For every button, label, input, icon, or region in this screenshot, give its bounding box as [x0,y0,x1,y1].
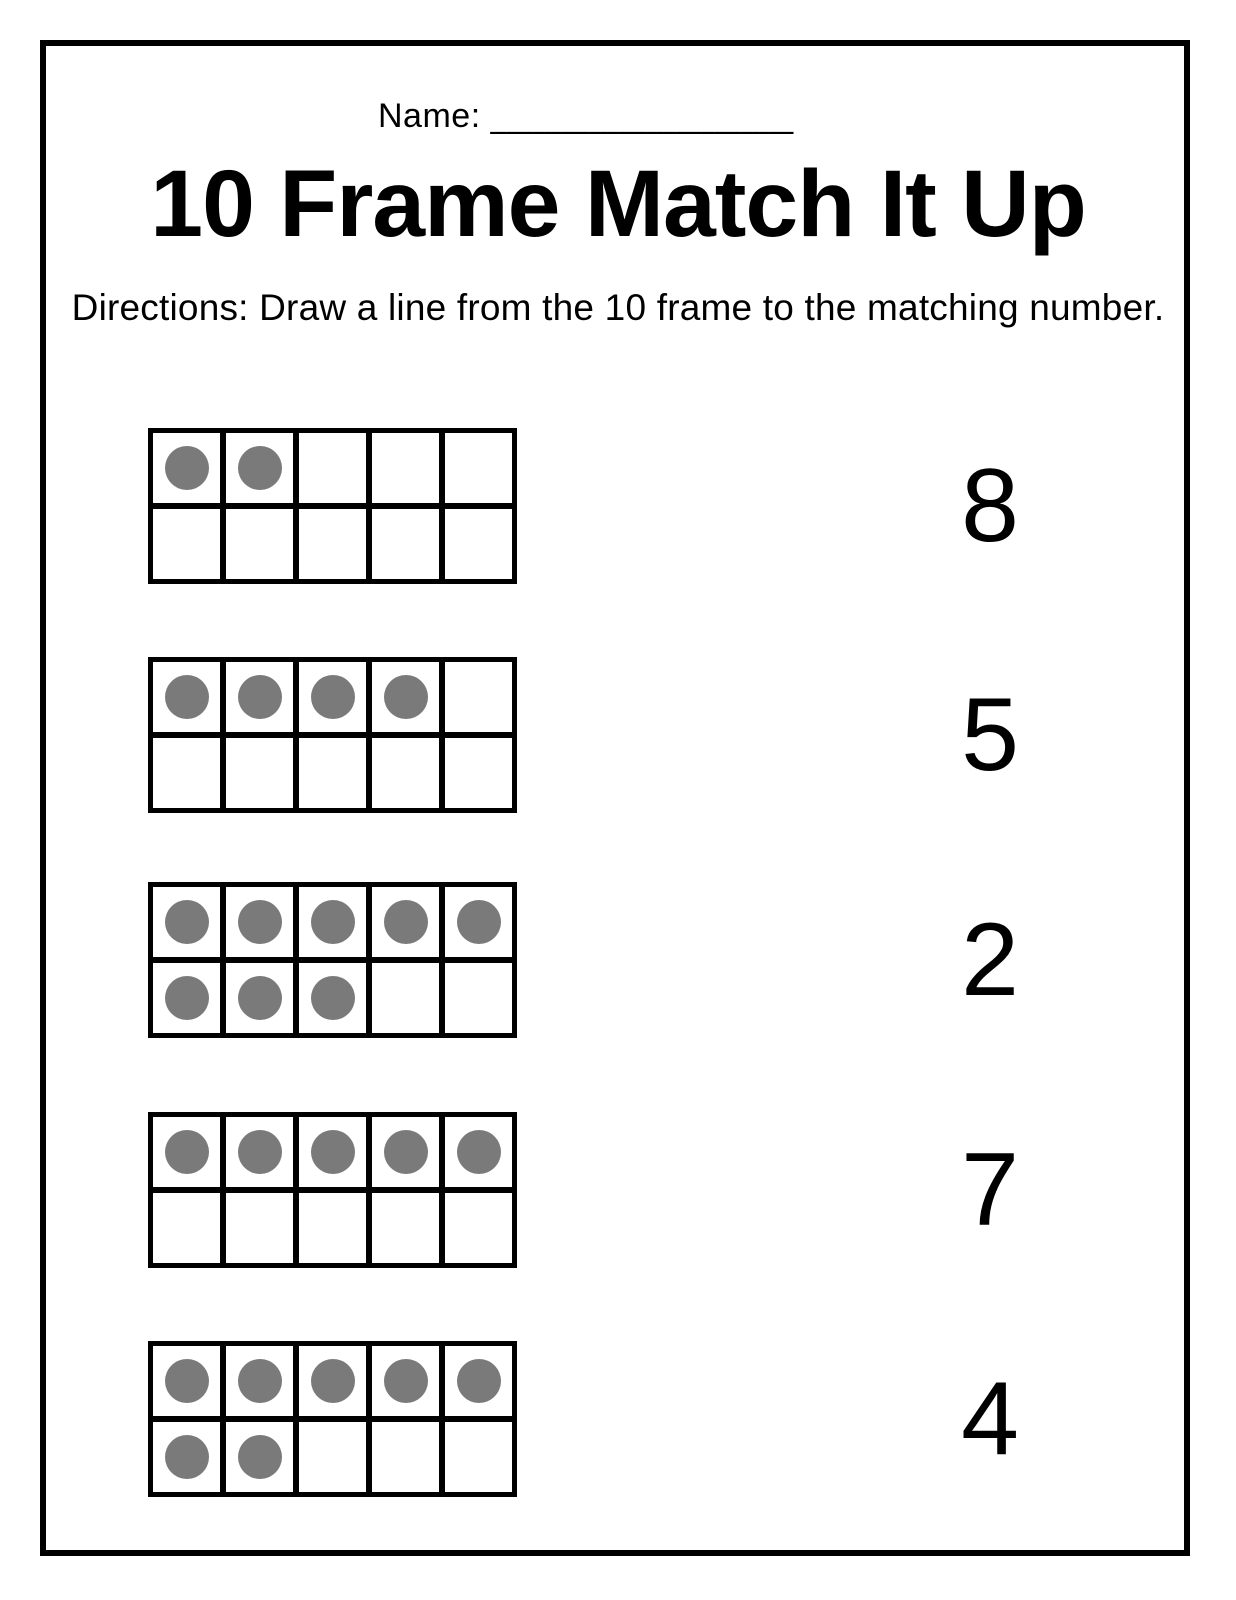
counter-dot [238,675,282,719]
ten-frame-cell [150,884,223,960]
ten-frame [148,1341,517,1497]
counter-dot [311,900,355,944]
ten-frame-cell [369,1419,442,1495]
counter-dot [384,1130,428,1174]
counter-dot [165,900,209,944]
ten-frame-cell [369,960,442,1036]
ten-frame-cell [369,1343,442,1419]
ten-frame-cell [223,960,296,1036]
ten-frame-cell [223,1343,296,1419]
ten-frame-cell [223,506,296,582]
counter-dot [384,900,428,944]
name-label: Name: [378,97,481,135]
counter-dot [457,1359,501,1403]
counter-dot [165,1435,209,1479]
ten-frame-cell [369,884,442,960]
worksheet-row [148,428,1148,588]
number-box [840,882,1140,1038]
ten-frame-cell [150,430,223,506]
ten-frame-cell [442,735,515,811]
ten-frame-cell [150,1419,223,1495]
counter-dot [457,1130,501,1174]
match-number: 4 [961,1361,1019,1477]
ten-frame-cell [442,960,515,1036]
ten-frame-cell [296,659,369,735]
directions-text: Directions: Draw a line from the 10 frame to the matching number. [71,287,1165,328]
name-row [378,96,793,137]
ten-frame-cell [223,735,296,811]
ten-frame-cell [442,506,515,582]
counter-dot [165,675,209,719]
ten-frame-cell [296,1343,369,1419]
number-box [840,1112,1140,1268]
ten-frame-cell [223,659,296,735]
ten-frame [148,657,517,813]
number-box [840,1341,1140,1497]
ten-frame [148,428,517,584]
match-number: 7 [961,1132,1019,1248]
match-number: 5 [961,677,1019,793]
ten-frame-cell [223,1419,296,1495]
ten-frame-cell [369,506,442,582]
ten-frame-cell [369,1190,442,1266]
counter-dot [384,1359,428,1403]
worksheet-title: 10 Frame Match It Up [150,151,1086,257]
counter-dot [238,446,282,490]
ten-frame-cell [150,1343,223,1419]
counter-dot [165,1130,209,1174]
ten-frame-cell [369,735,442,811]
ten-frame-cell [223,1190,296,1266]
ten-frame-cell [442,1114,515,1190]
counter-dot [238,1435,282,1479]
ten-frame-cell [150,1190,223,1266]
name-blank-line: ________________ [490,97,794,135]
ten-frame-cell [369,430,442,506]
ten-frame-cell [150,735,223,811]
ten-frame-cell [369,659,442,735]
ten-frame-cell [223,1114,296,1190]
counter-dot [165,446,209,490]
ten-frame-cell [296,1114,369,1190]
match-number: 8 [961,448,1019,564]
ten-frame-cell [369,1114,442,1190]
worksheet-row [148,1112,1148,1272]
counter-dot [311,1359,355,1403]
ten-frame [148,882,517,1038]
ten-frame [148,1112,517,1268]
ten-frame-cell [442,1190,515,1266]
counter-dot [457,900,501,944]
ten-frame-cell [442,1419,515,1495]
worksheet-row [148,657,1148,817]
ten-frame-cell [296,430,369,506]
worksheet-row [148,1341,1148,1501]
ten-frame-cell [442,1343,515,1419]
counter-dot [165,976,209,1020]
ten-frame-cell [150,659,223,735]
ten-frame-cell [442,884,515,960]
number-box [840,657,1140,813]
counter-dot [311,976,355,1020]
ten-frame-cell [296,1419,369,1495]
counter-dot [238,900,282,944]
ten-frame-cell [223,884,296,960]
counter-dot [238,1359,282,1403]
ten-frame-cell [150,1114,223,1190]
ten-frame-cell [296,960,369,1036]
counter-dot [165,1359,209,1403]
ten-frame-cell [442,659,515,735]
ten-frame-cell [296,506,369,582]
ten-frame-cell [296,1190,369,1266]
counter-dot [384,675,428,719]
number-box [840,428,1140,584]
ten-frame-cell [150,960,223,1036]
ten-frame-cell [150,506,223,582]
ten-frame-cell [296,735,369,811]
ten-frame-cell [223,430,296,506]
match-number: 2 [961,902,1019,1018]
counter-dot [311,1130,355,1174]
counter-dot [238,1130,282,1174]
worksheet-row [148,882,1148,1042]
ten-frame-cell [442,430,515,506]
ten-frame-cell [296,884,369,960]
counter-dot [238,976,282,1020]
counter-dot [311,675,355,719]
